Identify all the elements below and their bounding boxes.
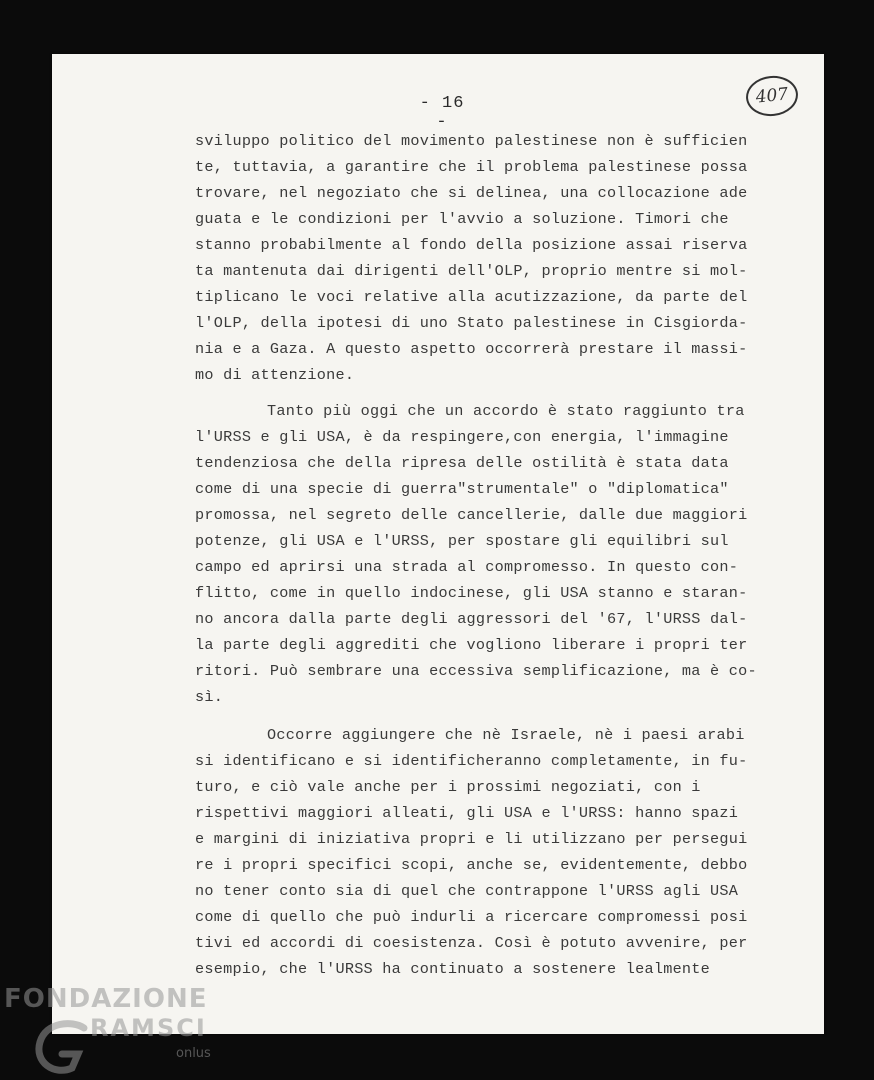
document-page xyxy=(52,54,824,1034)
text-line: turo, e ciò vale anche per i prossimi negoziati, con i xyxy=(195,778,701,796)
text-line: promossa, nel segreto delle cancellerie, dalle due maggiori xyxy=(195,506,748,524)
text-line: ritori. Può sembrare una eccessiva semplificazione, ma è co- xyxy=(195,662,757,680)
text-line: rispettivi maggiori alleati, gli USA e l'URSS: hanno spazi xyxy=(195,804,739,822)
text-line: sì. xyxy=(195,688,224,706)
text-line: ta mantenuta dai dirigenti dell'OLP, proprio mentre si mol- xyxy=(195,262,748,280)
page-number: - 16 - xyxy=(419,94,465,132)
text-line: te, tuttavia, a garantire che il problema palestinese possa xyxy=(195,158,748,176)
paragraph-2 xyxy=(195,398,755,710)
watermark-title: FONDAZIONE xyxy=(4,984,208,1014)
text-line: campo ed aprirsi una strada al compromesso. In questo con- xyxy=(195,558,739,576)
text-line: tendenziosa che della ripresa delle ostilità è stata data xyxy=(195,454,729,472)
text-line: mo di attenzione. xyxy=(195,366,355,384)
text-line: tiplicano le voci relative alla acutizzazione, da parte del xyxy=(195,288,748,306)
paragraph-1 xyxy=(195,128,755,388)
text-line: flitto, come in quello indocinese, gli USA stanno e staran- xyxy=(195,584,748,602)
watermark-suffix: onlus xyxy=(176,1046,211,1061)
text-line: Tanto più oggi che un accordo è stato raggiunto tra xyxy=(267,402,745,420)
text-line: la parte degli aggrediti che vogliono liberare i propri ter xyxy=(195,636,748,654)
text-line: trovare, nel negoziato che si delinea, una collocazione ade xyxy=(195,184,748,202)
text-line: si identificano e si identificheranno completamente, in fu- xyxy=(195,752,748,770)
text-line: guata e le condizioni per l'avvio a soluzione. Timori che xyxy=(195,210,729,228)
text-line: tivi ed accordi di coesistenza. Così è potuto avvenire, per xyxy=(195,934,748,952)
text-line: Occorre aggiungere che nè Israele, nè i paesi arabi xyxy=(267,726,745,744)
text-line: l'URSS e gli USA, è da respingere,con energia, l'immagine xyxy=(195,428,729,446)
text-line: nia e a Gaza. A questo aspetto occorrerà prestare il massi- xyxy=(195,340,748,358)
text-line: no tener conto sia di quel che contrappone l'URSS agli USA xyxy=(195,882,739,900)
text-line: come di una specie di guerra"strumentale" o "diplomatica" xyxy=(195,480,729,498)
text-line: stanno probabilmente al fondo della posizione assai riserva xyxy=(195,236,748,254)
text-line: sviluppo politico del movimento palestinese non è sufficien xyxy=(195,132,748,150)
watermark-subtitle: RAMSCI xyxy=(90,1014,207,1042)
text-line: e margini di iniziativa propri e li utilizzano per persegui xyxy=(195,830,748,848)
text-line: no ancora dalla parte degli aggressori del '67, l'URSS dal- xyxy=(195,610,748,628)
text-line: re i propri specifici scopi, anche se, evidentemente, debbo xyxy=(195,856,748,874)
text-line: come di quello che può indurli a ricercare compromessi posi xyxy=(195,908,748,926)
paragraph-3 xyxy=(195,722,755,982)
text-line: potenze, gli USA e l'URSS, per spostare gli equilibri sul xyxy=(195,532,729,550)
archive-number-stamp: 407 xyxy=(744,73,800,118)
text-line: esempio, che l'URSS ha continuato a sostenere lealmente xyxy=(195,960,711,978)
foundation-watermark xyxy=(4,984,224,1080)
text-line: l'OLP, della ipotesi di uno Stato palestinese in Cisgiorda- xyxy=(195,314,748,332)
